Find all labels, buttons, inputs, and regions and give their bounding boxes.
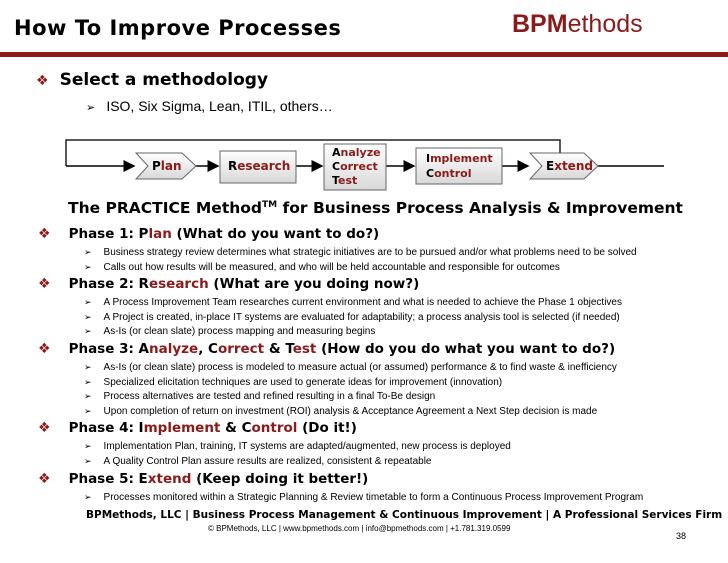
phase-heading: ❖ Phase 2: Research (What are you doing now?) [38,276,420,293]
arrow-bullet-icon: ➢ [84,377,92,388]
phase-bullet: ➢ Upon completion of return on investment (ROI) analysis & Acceptance Agreement a Next Step decision is made [84,405,598,417]
arrow-bullet-icon: ➢ [86,101,96,114]
phase-bullet: ➢ Specialized elicitation techniques are used to generate ideas for improvement (innovation) [84,376,503,388]
arrow-bullet-icon: ➢ [84,392,92,403]
arrow-bullet-icon: ➢ [84,406,92,417]
phase-4 [38,416,718,466]
bpmethods-logo: BPMethods [512,10,643,38]
flow-plan: Plan [152,159,182,173]
intro-bullet: ➢ ISO, Six Sigma, Lean, ITIL, others… [86,98,333,114]
diamond-bullet-icon: ❖ [38,470,51,487]
phase-bullet: ➢ Business strategy review determines what strategic initiatives are to be pursued and/or what problems need to be solved [84,247,637,258]
phase-bullet: ➢ As-Is (or clean slate) process is modeled to measure actual (or assumed) performance & to find waste & inefficiency [84,361,617,373]
phase-bullet: ➢ As-Is (or clean slate) process mapping and measuring begins [84,326,376,338]
arrow-bullet-icon: ➢ [84,327,92,338]
page-number: 38 [676,531,687,541]
phase-heading: ❖ Phase 1: Plan (What do you want to do?) [38,226,380,242]
phase-2 [38,272,718,337]
flow-extend: Extend [546,159,593,173]
footer-company: BPMethods, LLC | Business Process Management & Continuous Improvement | A Professional Services Firm [86,509,723,521]
flow-act: Analyze Correct Test [332,146,381,187]
flow-research: Research [228,159,291,173]
arrow-bullet-icon: ➢ [84,312,92,323]
phase-heading: ❖ Phase 4: Implement & Control (Do it!) [38,420,357,437]
arrow-bullet-icon: ➢ [84,492,92,503]
arrow-bullet-icon: ➢ [84,262,92,273]
phase-bullet: ➢ Process alternatives are tested and refined resulting in a final To-Be design [84,391,436,403]
phase-5 [38,467,718,503]
arrow-bullet-icon: ➢ [84,442,92,453]
phase-bullet: ➢ A Quality Control Plan assure results are realized, consistent & repeatable [84,455,432,467]
phase-bullet: ➢ Implementation Plan, training, IT systems are adapted/augmented, new process is deployed [84,441,511,453]
diamond-bullet-icon: ❖ [38,226,51,242]
arrow-bullet-icon: ➢ [84,248,92,258]
flow-implement-control: Implement Control [426,152,493,180]
diamond-bullet-icon: ❖ [38,276,51,293]
phase-heading: ❖ Phase 5: Extend (Keep doing it better!) [38,470,369,487]
arrow-bullet-icon: ➢ [84,298,92,309]
phase-heading: ❖ Phase 3: Analyze, Correct & Test (How do you do what you want to do?) [38,340,616,357]
phase-bullet: ➢ A Project is created, in-place IT systems are evaluated for adaptability; a process analysis tool is selected (if needed) [84,311,620,323]
diamond-bullet-icon: ❖ [38,420,51,437]
arrow-bullet-icon: ➢ [84,362,92,373]
phase-1 [38,222,718,272]
diamond-bullet-icon: ❖ [38,340,51,357]
intro-heading: ❖ Select a methodology [36,70,269,90]
phase-bullet: ➢ Processes monitored within a Strategic Planning & Review timetable to form a Continuous Process Improvement Program [84,491,644,503]
page-title: How To Improve Processes [14,16,342,40]
phase-3 [38,337,718,416]
phases-list [38,222,718,502]
arrow-bullet-icon: ➢ [84,456,92,467]
footer-contact: © BPMethods, LLC | www.bpmethods.com | info@bpmethods.com | +1.781.319.0599 [208,524,511,533]
phase-bullet: ➢ Calls out how results will be measured, and who will be held accountable and responsible for outcomes [84,261,560,273]
phase-bullet: ➢ A Process Improvement Team researches current environment and what is needed to achieve the Phase 1 objectives [84,297,622,309]
practice-title: The PRACTICE Method™ for Business Process Analysis & Improvement [68,199,683,217]
diamond-bullet-icon: ❖ [36,73,49,89]
